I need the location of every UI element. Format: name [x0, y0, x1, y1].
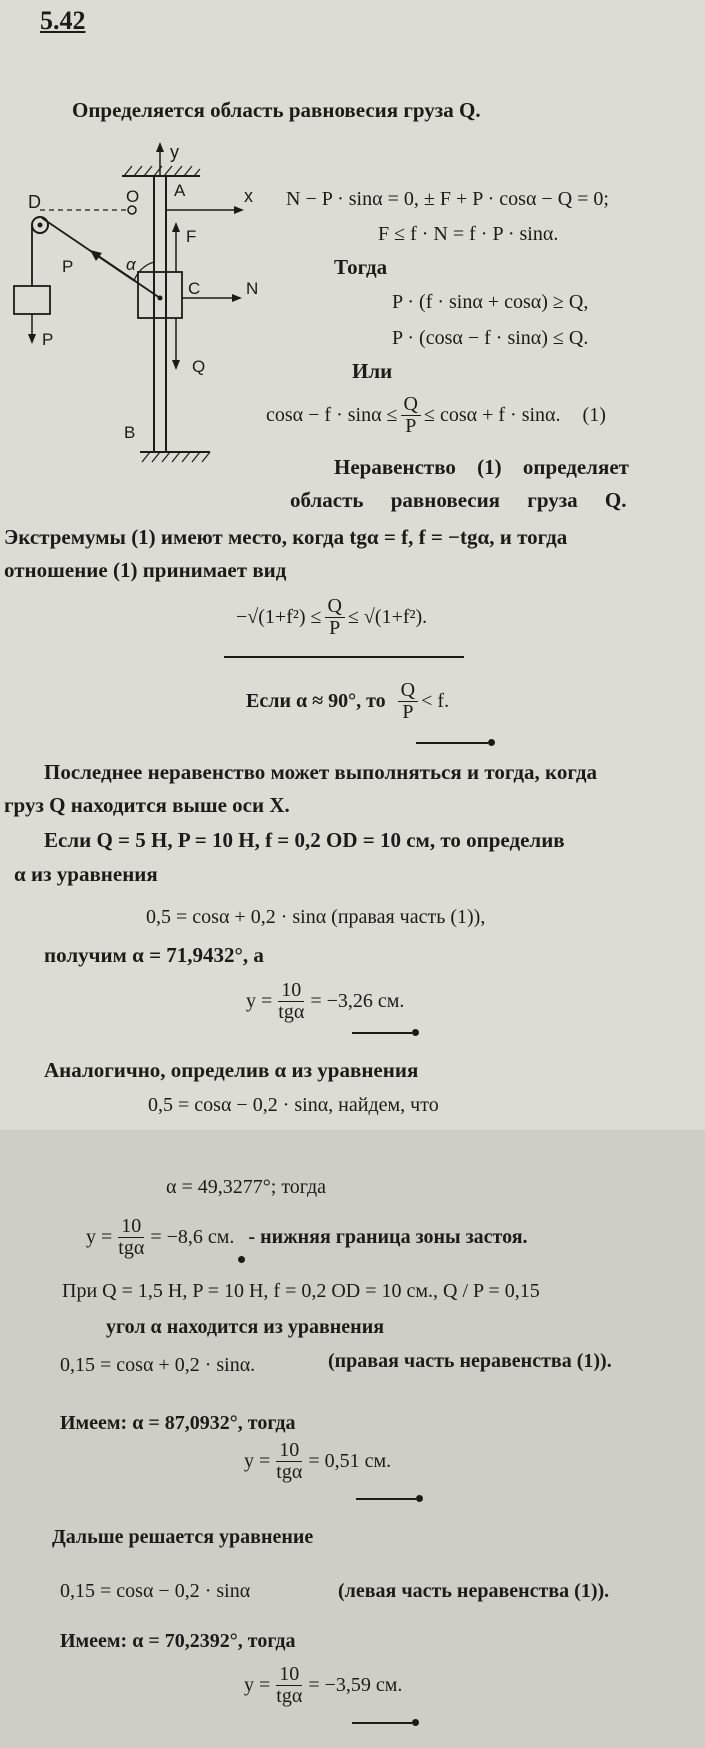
- next-equation-text: Дальше решается уравнение: [52, 1526, 314, 1548]
- end-mark-rule: [352, 1032, 412, 1034]
- y-result-1: y = $\frac{10}{\text{tgα}}$ = −3,26 см.: [246, 979, 405, 1023]
- underline-rule: [224, 656, 464, 658]
- paragraph3-line2: груз Q находится выше оси X.: [4, 793, 290, 817]
- paragraph1-line2: область равновесия груза Q.: [290, 488, 627, 512]
- alpha-2-result: α = 49,3277°; тогда: [166, 1176, 327, 1198]
- word-togda: Тогда: [334, 255, 388, 279]
- main-ineq-right: ≤ cosα + f · sinα.: [424, 404, 561, 426]
- equation-right-part-2: 0,15 = cosα + 0,2 · sinα.: [60, 1354, 256, 1376]
- label-A: A: [174, 181, 186, 200]
- equation-friction: F ≤ f · N = f · P · sinα.: [378, 223, 559, 245]
- paragraph4-line2: α из уравнения: [14, 862, 158, 886]
- main-inequality: [266, 394, 606, 437]
- sqrt-inequality: −√(1+f²) ≤ $\frac{Q}{P}$ ≤ √(1+f²).: [236, 595, 428, 639]
- y-result-4: y = $\frac{10}{\text{tgα}}$ = −3,59 см.: [244, 1663, 403, 1707]
- label-x: x: [244, 186, 253, 206]
- end-mark-rule: [416, 742, 488, 744]
- word-ili: Или: [352, 359, 393, 383]
- main-ineq-left: cosα − f · sinα ≤: [266, 404, 398, 426]
- label-P-rope: P: [62, 257, 74, 276]
- end-mark-dot: [238, 1256, 245, 1263]
- end-mark-rule: [352, 1722, 412, 1724]
- q-over-p-fraction: $\frac{Q}{P}$: [401, 394, 421, 437]
- result-alpha-4: Имеем: α = 70,2392°, тогда: [60, 1630, 296, 1652]
- paragraph4-line1: Если Q = 5 Н, P = 10 Н, f = 0,2 OD = 10 см, то определив: [44, 828, 565, 852]
- paragraph1-line1: Неравенство (1) определяет: [334, 455, 629, 479]
- right-part-note: (правая часть неравенства (1)).: [328, 1350, 612, 1372]
- left-part-note: (левая часть неравенства (1)).: [338, 1580, 610, 1602]
- analog-text: Аналогично, определив α из уравнения: [44, 1058, 419, 1082]
- inequality-1: P · (f · sinα + cosα) ≥ Q,: [392, 291, 589, 313]
- end-mark-rule: [356, 1498, 416, 1500]
- label-O: O: [126, 187, 140, 206]
- label-F: F: [186, 227, 197, 246]
- label-D: D: [28, 192, 41, 212]
- angle-from-equation: угол α находится из уравнения: [106, 1316, 385, 1338]
- result-alpha-3: Имеем: α = 87,0932°, тогда: [60, 1412, 296, 1434]
- y-result-3: y = $\frac{10}{\text{tgα}}$ = 0,51 см.: [244, 1439, 392, 1483]
- equation-left-part-1: 0,5 = cosα − 0,2 · sinα, найдем, что: [148, 1094, 439, 1116]
- mechanics-figure: [0, 140, 290, 480]
- end-mark-dot: [416, 1495, 423, 1502]
- paragraph2-line1: Экстремумы (1) имеют место, когда tgα = f, f = −tgα, и тогда: [4, 525, 568, 549]
- problem-number: 5.42: [40, 6, 86, 35]
- alpha-90-case: Если α ≈ 90°, то $\frac{Q}{P}$ < f.: [246, 679, 450, 723]
- label-y: y: [170, 142, 179, 162]
- case-2-conditions: При Q = 1,5 Н, P = 10 Н, f = 0,2 OD = 10 см., Q / P = 0,15: [62, 1280, 540, 1302]
- label-C: C: [188, 279, 201, 298]
- inequality-2: P · (cosα − f · sinα) ≤ Q.: [392, 327, 589, 349]
- equation-equilibrium: N − P · sinα = 0, ± F + P · cosα − Q = 0;: [286, 188, 609, 210]
- equation-right-part-1: 0,5 = cosα + 0,2 · sinα (правая часть (1)),: [146, 906, 486, 928]
- paragraph2-line2: отношение (1) принимает вид: [4, 558, 287, 582]
- end-mark-dot: [412, 1029, 419, 1036]
- equation-left-part-2: 0,15 = cosα − 0,2 · sinα: [60, 1580, 251, 1602]
- label-B: B: [124, 423, 136, 442]
- equation-tag: (1): [582, 404, 606, 426]
- intro-text: Определяется область равновесия груза Q.: [72, 98, 481, 122]
- label-Q: Q: [192, 357, 206, 376]
- label-N: N: [246, 279, 259, 298]
- label-alpha: α: [126, 255, 136, 274]
- lower-bound-note: - нижняя граница зоны застоя.: [248, 1226, 528, 1248]
- end-mark-dot: [412, 1719, 419, 1726]
- paragraph3-line1: Последнее неравенство может выполняться и тогда, когда: [44, 760, 597, 784]
- end-mark-dot: [488, 739, 495, 746]
- result-alpha-1: получим α = 71,9432°, а: [44, 943, 264, 967]
- y-result-2: y = $\frac{10}{\text{tgα}}$ = −8,6 см. - нижняя граница зоны застоя.: [86, 1215, 528, 1259]
- label-P-weight: P: [42, 330, 54, 349]
